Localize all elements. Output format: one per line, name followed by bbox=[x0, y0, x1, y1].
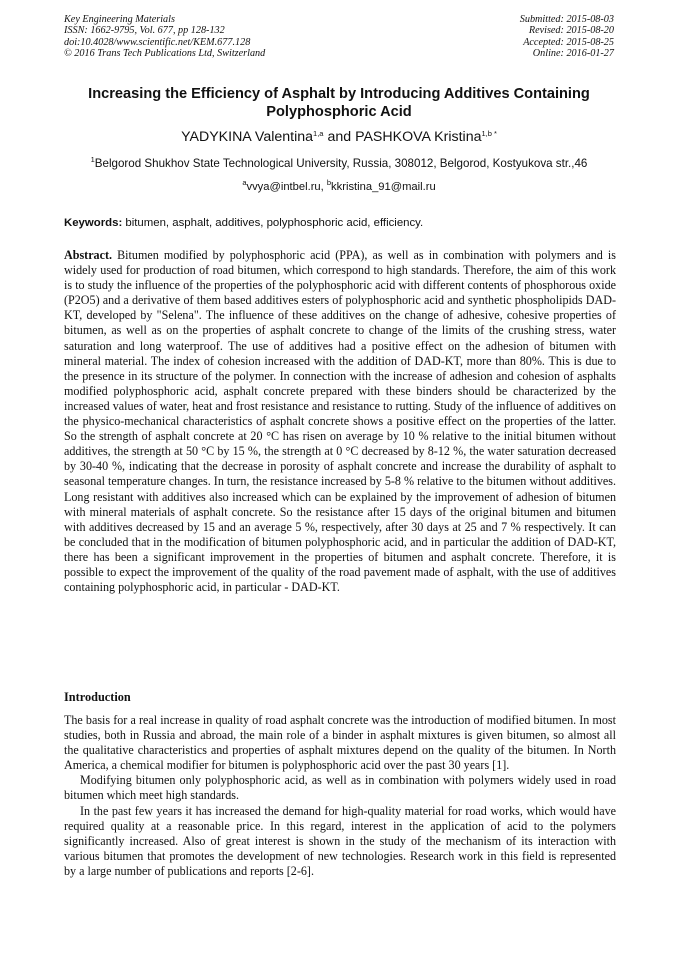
author-1-superscript: 1,a bbox=[313, 129, 324, 138]
intro-paragraph-2: Modifying bitumen only polyphosphoric acid, as well as in combination with polymers widely used in road bitumen which meet high standards. bbox=[64, 773, 616, 803]
affiliation bbox=[30, 157, 648, 171]
revised-date: Revised: 2015-08-20 bbox=[528, 25, 614, 37]
author-conjunction: and bbox=[327, 129, 352, 145]
paper-title: Increasing the Efficiency of Asphalt by Introducing Additives Containing Polyphosphoric Acid bbox=[88, 86, 590, 120]
author-line bbox=[40, 128, 638, 146]
issn-line: ISSN: 1662-9795, Vol. 677, pp 128-132 bbox=[64, 25, 225, 37]
affiliation-marker: 1 bbox=[90, 155, 95, 164]
copyright-line: © 2016 Trans Tech Publications Ltd, Switzerland bbox=[64, 48, 266, 60]
email-a-marker: a bbox=[242, 178, 247, 187]
abstract bbox=[64, 248, 616, 595]
author-1: YADYKINA Valentina bbox=[181, 129, 314, 145]
email-a[interactable]: vvya@intbel.ru, bbox=[246, 181, 327, 193]
author-2-superscript: 1,b * bbox=[481, 129, 497, 138]
author-emails bbox=[40, 180, 638, 194]
abstract-label: Abstract. bbox=[64, 248, 113, 262]
intro-paragraph-1: The basis for a real increase in quality of road asphalt concrete was the introduction of modified bitumen. In most studies, both in Russia and abroad, the main role of a binder in asphalt mixtures is given bitumen, so almost all the qualitative characteristics and properties of asphalt mixtures depend on the quality of the bitumen. In North America, a chemical modifier for bitumen is polyphosphoric acid over the past 30 years [1]. bbox=[64, 713, 616, 773]
publication-dates bbox=[520, 14, 614, 60]
affiliation-text: Belgorod Shukhov State Technological University, Russia, 308012, Belgorod, Kostyukova str.,46 bbox=[94, 157, 588, 170]
intro-paragraph-3: In the past few years it has increased the demand for high-quality material for road works, which would have required quality at a reasonable price. In this regard, interest in the application of acid to the polymers significantly increased. Also of great interest is shown in the study of the mechanism of its interaction with various bitumen that promotes the development of new technologies. Research work in this field is represented by a large number of publications and reports [2-6]. bbox=[64, 803, 616, 878]
accepted-date: Accepted: 2015-08-25 bbox=[523, 36, 614, 48]
author-2: PASHKOVA Kristina bbox=[355, 129, 482, 145]
online-date: Online: 2016-01-27 bbox=[532, 48, 614, 60]
introduction-heading: Introduction bbox=[64, 690, 131, 704]
email-b-marker: b bbox=[326, 178, 332, 187]
abstract-text: Bitumen modified by polyphosphoric acid (PPA), as well as in combination with polymers and is widely used for production of road bitumen, which correspond to high standards. Therefore, the aim of this work is to study the influence of the properties of the polyphosphoric acid with different contents of phosphorous oxide (P2O5) and a derivative of them based additives esters of polyphosphoric acid and synthetic phospholipids DAD-KT, developed by "Selena". The influence of these additives on the change of adhesive, cohesive properties of bitumen, as well as on the properties of asphalt concrete to change of the limits of the crushing stress, water saturation and long waterproof. The use of additives had a positive effect on the adhesion of bitumen with mineral material. The index of cohesion increased with the addition of DAD-KT, more than 80%. This is due to the presence in its structure of the polymer. In connection with the increase of adhesion and cohesion of asphalts modified polyphosphoric acid, asphalt concrete prepared with these binders should be characterized by the increased values of water, heat and frost resistance and resistance to rutting. Study of the influence of additives on the physico-mechanical characteristics of asphalt concrete shows a positive effect on the properties of the latter. So the strength of asphalt concrete at 20 °C has risen on average by 10 % relative to the initial bitumen without additives, the strength at 50 °C by 15 %, the strength at 0 °C decreased by 8-12 %, the water saturation decreased by 30-40 %, indicating that the decrease in porosity of asphalt concrete and increase the durability of asphalt to seasonal temperature changes. In turn, the resistance increased by 5-8 % relative to the bitumen without additives. Long resistant with additives also increased which can be explained by the improvement of adhesion of bitumen with mineral materials of asphalt concrete. So the resistance after 15 days of the original bitumen and bitumen with additives decreased by 15 and an average 5 %, respectively, after 30 days at 25 and 7 % respectively. It can be concluded that in the modification of bitumen polyphosphoric acid, and in particular the addition of DAD-KT, there has been a significant improvement in the properties of bitumen and asphalt concrete. Therefore, it is possible to expect the improvement of the quality of the road pavement made of asphalt, with the use of additives containing polyphosphoric acid, in particular - DAD-KT. bbox=[64, 248, 616, 595]
keywords-text: bitumen, asphalt, additives, polyphosphoric acid, efficiency. bbox=[122, 217, 424, 229]
keywords-label: Keywords: bbox=[64, 217, 123, 229]
journal-name: Key Engineering Materials bbox=[64, 14, 175, 25]
email-b[interactable]: kkristina_91@mail.ru bbox=[331, 181, 436, 193]
introduction-body bbox=[64, 713, 616, 879]
keywords bbox=[64, 216, 616, 230]
doi-line[interactable]: doi:10.4028/www.scientific.net/KEM.677.128 bbox=[64, 36, 251, 48]
journal-info bbox=[64, 14, 265, 60]
submitted-date: Submitted: 2015-08-03 bbox=[519, 14, 614, 25]
